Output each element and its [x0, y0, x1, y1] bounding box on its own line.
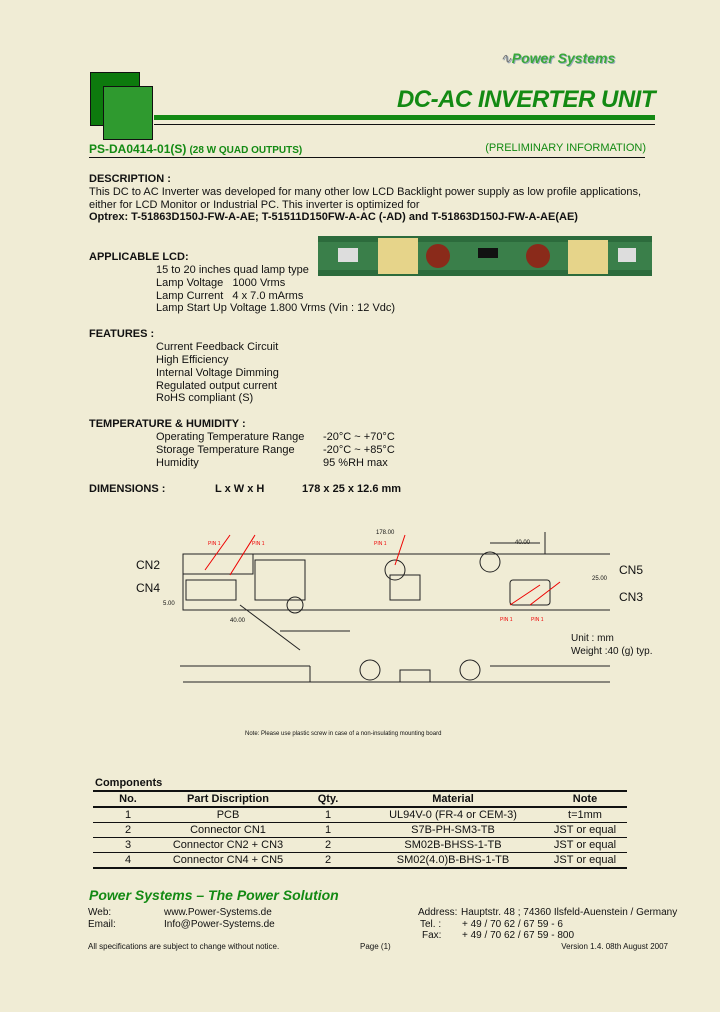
dimensions-heading: DIMENSIONS :: [89, 483, 166, 495]
lcd-item: Lamp Current 4 x 7.0 mArms: [156, 290, 304, 302]
page-title: DC-AC INVERTER UNIT: [396, 86, 655, 113]
dimensions-value: 178 x 25 x 12.6 mm: [302, 483, 402, 495]
disclaimer: All specifications are subject to change without notice.: [88, 942, 280, 951]
length-dimension: 178.00: [376, 530, 395, 536]
sine-wave-icon: ∿: [500, 50, 512, 66]
mounting-note: Note: Please use plastic screw in case of a non-insulating mounting board: [245, 731, 442, 737]
components-heading: Components: [95, 777, 163, 789]
dimension-5: 5.00: [163, 601, 175, 607]
cell: Connector CN4 + CN5: [163, 853, 293, 869]
web-label: Web:: [88, 907, 112, 918]
description-text: either for LCD Monitor or Industrial PC. This inverter is optimized for: [89, 199, 420, 211]
pin-label: PIN 1: [208, 541, 221, 547]
feature-item: High Efficiency: [156, 354, 229, 366]
temp-value: 95 %RH max: [323, 457, 388, 469]
cell: JST or equal: [543, 853, 627, 869]
cell: Connector CN2 + CN3: [163, 838, 293, 853]
col-note: Note: [543, 791, 627, 807]
brand-name: Power Systems: [511, 50, 616, 66]
lcd-item: Lamp Voltage 1000 Vrms: [156, 277, 286, 289]
cell: JST or equal: [543, 838, 627, 853]
tel: + 49 / 70 62 / 67 59 - 6: [462, 919, 563, 930]
table-row: [93, 807, 627, 823]
header-green-bar: [154, 115, 655, 120]
cell: SM02(4.0)B-BHS-1-TB: [363, 853, 543, 869]
cell: 1: [93, 807, 163, 823]
page-number: Page (1): [360, 942, 391, 951]
dimension-40-bottom: 40.00: [230, 618, 246, 624]
cell: t=1mm: [543, 807, 627, 823]
cell: 3: [93, 838, 163, 853]
table-row: [93, 823, 627, 838]
lcd-item: 15 to 20 inches quad lamp type: [156, 264, 309, 276]
web-link[interactable]: www.Power-Systems.de: [164, 907, 272, 918]
email-label: Email:: [88, 919, 116, 930]
transformer: [568, 240, 608, 274]
address: Hauptstr. 48 ; 74360 Ilsfeld-Auenstein / Germany: [461, 907, 678, 918]
cell: PCB: [163, 807, 293, 823]
cell: 1: [293, 823, 363, 838]
cell: 4: [93, 853, 163, 869]
version: Version 1.4. 08th August 2007: [561, 942, 668, 951]
description-text: This DC to AC Inverter was developed for many other low LCD Backlight power supply as low profile applications,: [89, 186, 642, 198]
optrex-models: Optrex: T-51863D150J-FW-A-AE; T-51511D150FW-A-AC (-AD) and T-51863D150J-FW-A-AE(AE): [89, 211, 578, 223]
model-desc: (28 W QUAD OUTPUTS): [189, 145, 303, 156]
col-qty: Qty.: [293, 791, 363, 807]
footer-slogan: Power Systems – The Power Solution: [89, 887, 339, 903]
col-material: Material: [363, 791, 543, 807]
model-code: PS-DA0414-01(S): [89, 142, 187, 156]
temp-value: -20°C ~ +85°C: [323, 444, 395, 456]
product-photo: [318, 234, 652, 280]
cn2-label: CN2: [136, 558, 161, 572]
temp-value: -20°C ~ +70°C: [323, 431, 395, 443]
cell: S7B-PH-SM3-TB: [363, 823, 543, 838]
temp-label: Storage Temperature Range: [156, 444, 295, 456]
table-row: [93, 853, 627, 869]
temp-label: Humidity: [156, 457, 199, 469]
pin-label: PIN 1: [500, 617, 513, 623]
col-no: No.: [93, 791, 163, 807]
board-outline: [183, 554, 610, 610]
cell: 2: [93, 823, 163, 838]
fax-label: Fax:: [422, 930, 442, 941]
pin-label: PIN 1: [374, 541, 387, 547]
dimensions-axes: L x W x H: [215, 483, 265, 495]
cell: Connector CN1: [163, 823, 293, 838]
cn4-label: CN4: [136, 581, 161, 595]
logo-square-light: [103, 86, 153, 140]
description-heading: DESCRIPTION :: [89, 173, 171, 185]
dimension-40-top: 40.00: [515, 540, 531, 546]
feature-item: RoHS compliant (S): [156, 392, 254, 404]
dimension-25: 25.00: [592, 576, 608, 582]
lcd-item: Lamp Start Up Voltage 1.800 Vrms (Vin : 12 Vdc): [156, 302, 396, 314]
tel-label: Tel. :: [420, 919, 442, 930]
table-row: [93, 838, 627, 853]
unit-label: Unit : mm: [571, 633, 614, 644]
pin-label: PIN 1: [531, 617, 544, 623]
pin-label: PIN 1: [252, 541, 265, 547]
table-header: [93, 791, 627, 807]
feature-item: Regulated output current: [156, 380, 278, 392]
cn3-label: CN3: [619, 590, 644, 604]
cell: JST or equal: [543, 823, 627, 838]
email-link[interactable]: Info@Power-Systems.de: [164, 919, 275, 930]
header-rule: [154, 124, 655, 125]
address-label: Address:: [418, 907, 458, 918]
model-number: [89, 142, 302, 156]
components-table: [93, 790, 627, 869]
cell: 2: [293, 838, 363, 853]
fax: + 49 / 70 62 / 67 59 - 800: [462, 930, 575, 941]
subheader-rule: [89, 157, 645, 158]
cn5-label: CN5: [619, 563, 644, 577]
preliminary-label: (PRELIMINARY INFORMATION): [485, 142, 646, 154]
cell: SM02B-BHSS-1-TB: [363, 838, 543, 853]
features-heading: FEATURES :: [89, 328, 155, 340]
transformer: [378, 238, 418, 274]
cell: 2: [293, 853, 363, 869]
feature-item: Internal Voltage Dimming: [156, 367, 279, 379]
temp-label: Operating Temperature Range: [156, 431, 305, 443]
feature-item: Current Feedback Circuit: [156, 341, 279, 353]
cell: 1: [293, 807, 363, 823]
temperature-heading: TEMPERATURE & HUMIDITY :: [89, 418, 246, 430]
col-part: Part Discription: [163, 791, 293, 807]
brand-logo: [500, 50, 615, 67]
weight-label: Weight :40 (g) typ.: [571, 646, 653, 657]
lcd-heading: APPLICABLE LCD:: [89, 251, 189, 263]
cell: UL94V-0 (FR-4 or CEM-3): [363, 807, 543, 823]
